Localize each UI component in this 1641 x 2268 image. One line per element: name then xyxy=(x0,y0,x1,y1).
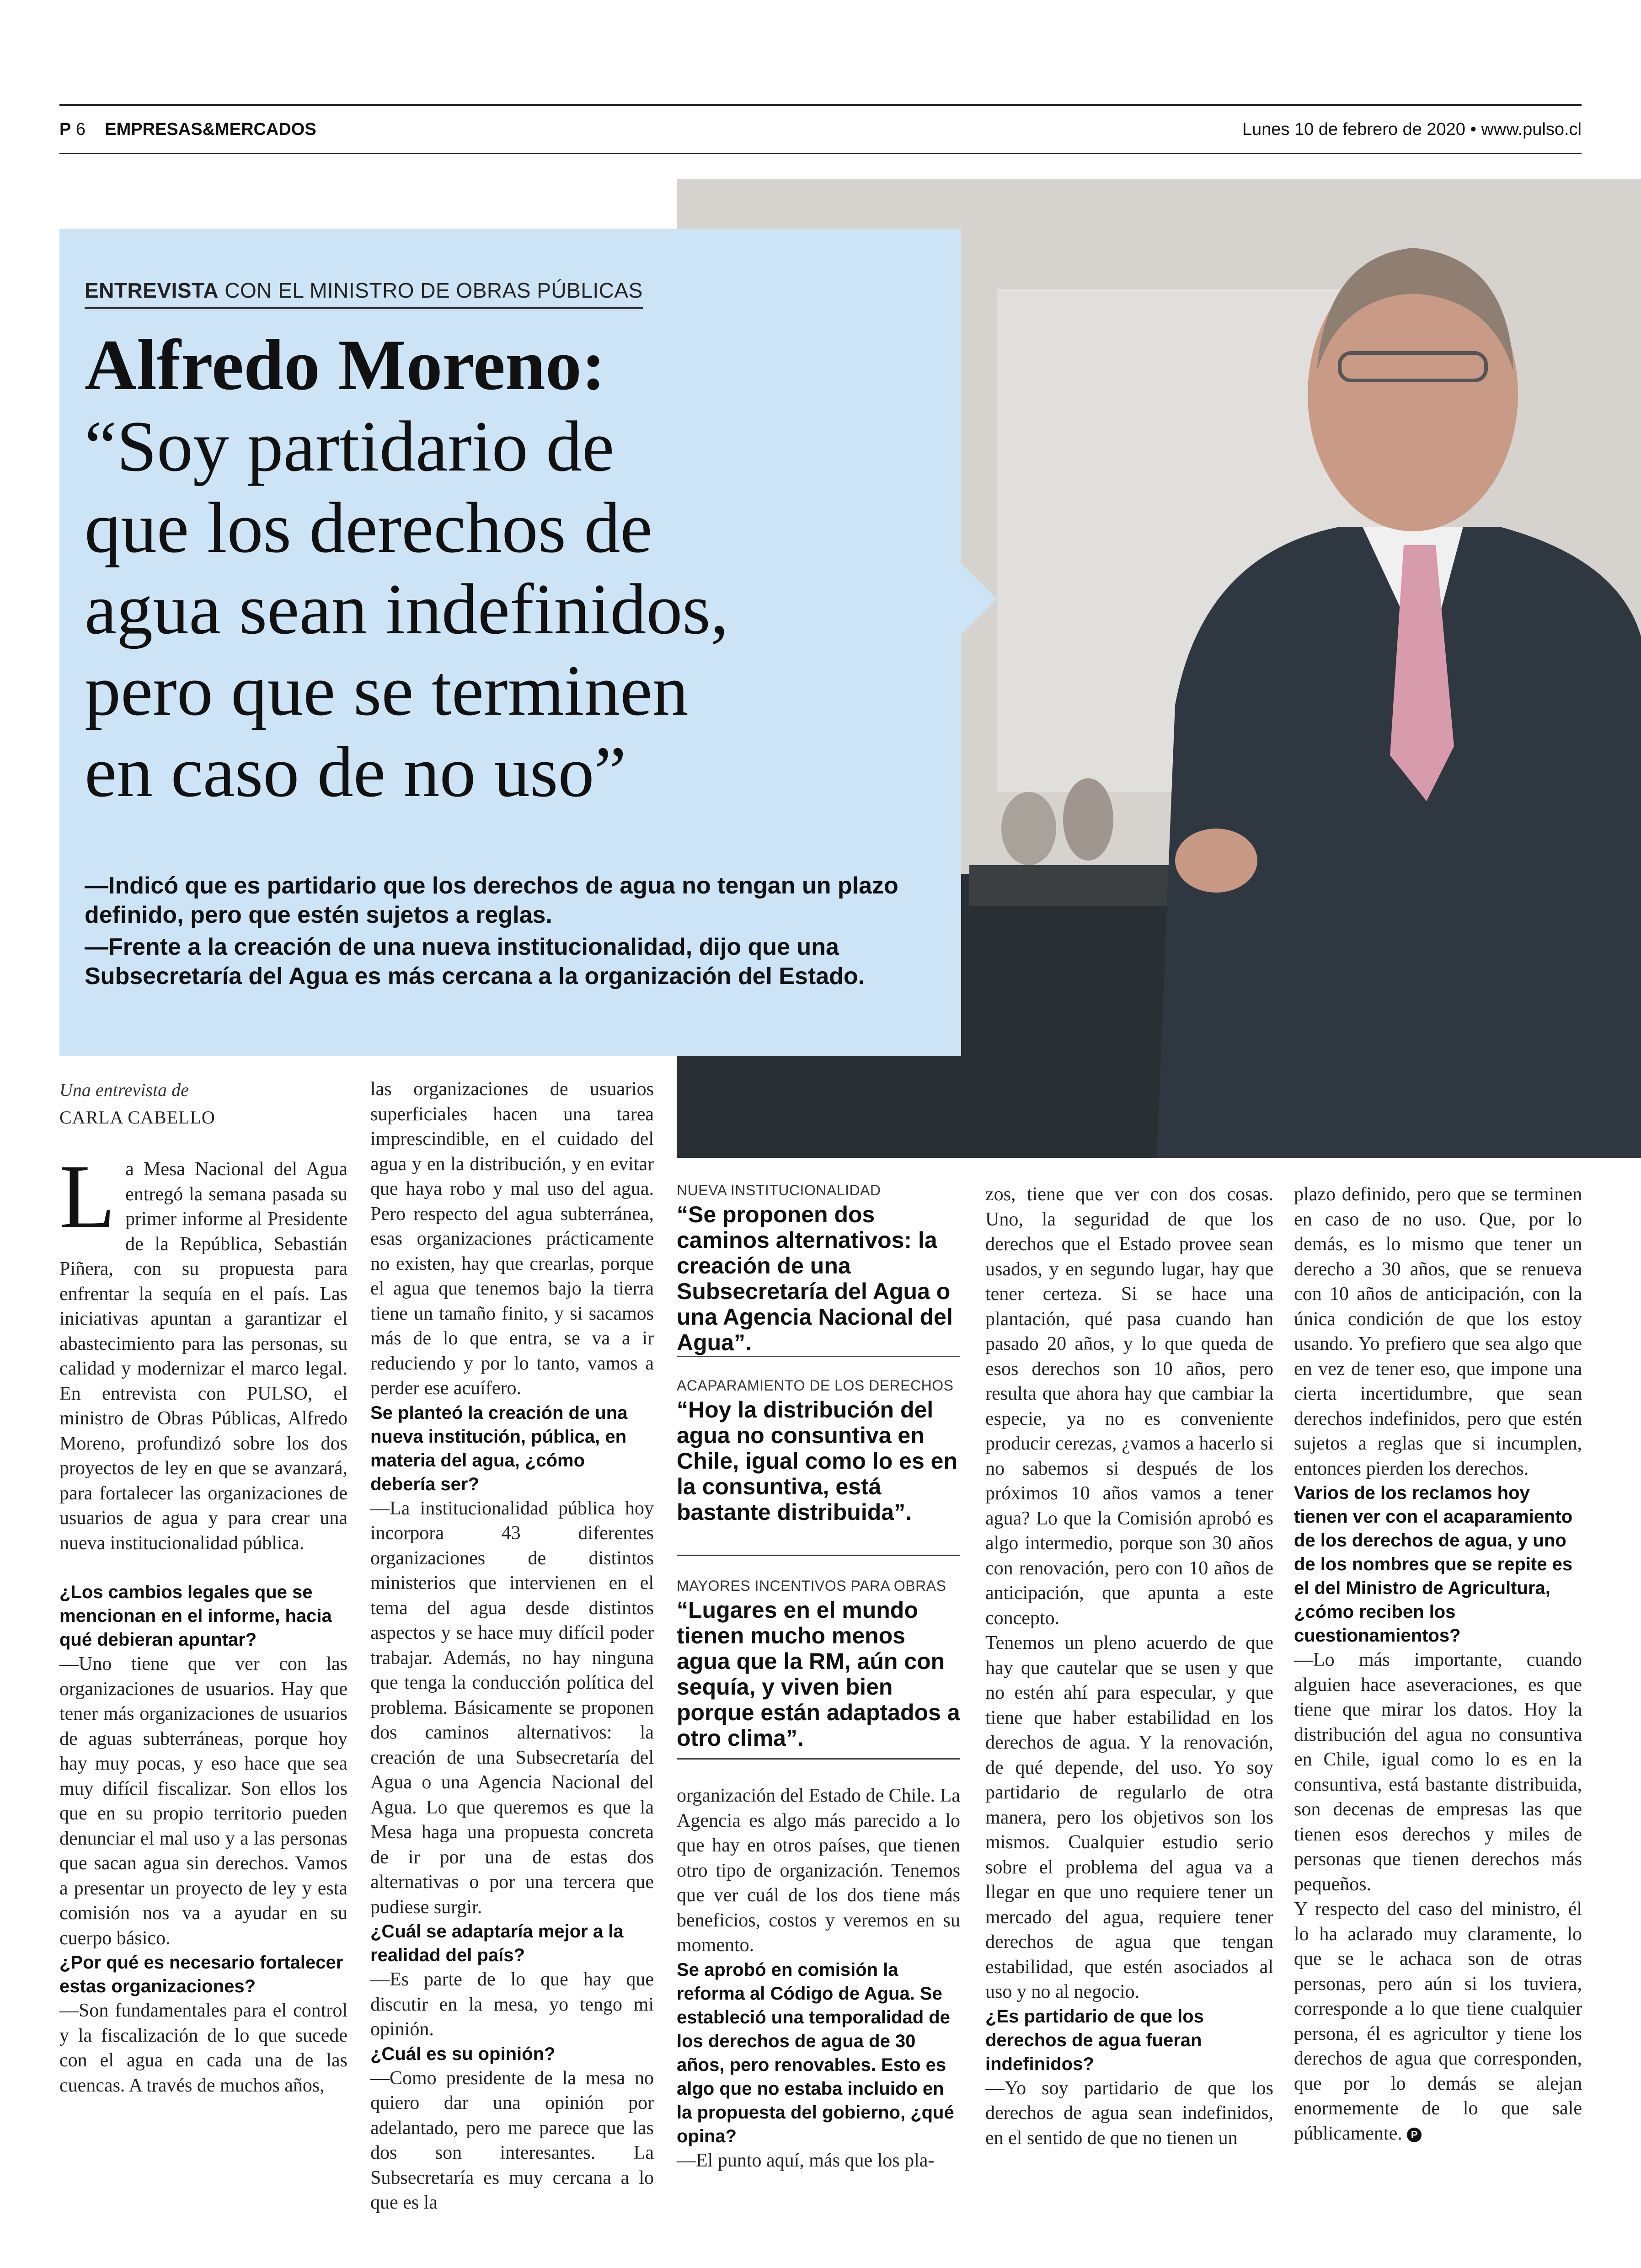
paragraph: las organizaciones de usuarios superficiales hacen una tarea imprescindible, en el cuidado del agua y en la distribución, y en evitar que haya robo y mal uso del agua. Pero respecto del agua subterránea, esas organizaciones prácticamente no existen, hay que crearlas, porque el agua que tenemos bajo la tierra tiene un tamaño finito, y si sacamos más de lo que entra, se va a ir reduciendo y por lo tanto, vamos a perder ese acuífero. xyxy=(370,1079,654,1399)
summary-item: —Frente a la creación de una nueva institucionalidad, dijo que una Subsecretaría del Agua es más cercana a la organización del Estado. xyxy=(85,934,865,990)
question: Se aprobó en comisión la reforma al Código de Agua. Se estableció una temporalidad de los derechos de agua de 30 años, pero renovables. Esto es algo que no estaba incluido en la propuesta del gobierno, ¿qué opina? xyxy=(677,1959,954,2146)
pull-quote xyxy=(677,1182,960,1355)
article-column-2 xyxy=(370,1077,654,2215)
paragraph: zos, tiene que ver con dos cosas. Uno, la seguridad de que los derechos que el Estado provee sean usados, y en segundo lugar, hay que tener certeza. Si se hace una plantación, qué pasa cuando han pasado 20 años, y lo que queda de esos derechos son 10 años, pero resulta que ahora hay que cambiar la especie, ya no es conveniente producir cerezas, ¿vamos a hacerlo si no sabemos si después de los próximos 10 años vamos a tener agua? Lo que la Comisión aprobó es algo intermedio, porque son 30 años con renovación, pero con 10 años de anticipación, que apunta a este concepto. xyxy=(985,1184,1273,1629)
byline-label: Una entrevista de xyxy=(59,1080,189,1100)
article-column-1 xyxy=(59,1146,347,2098)
answer: —La institucionalidad pública hoy incorpora 43 diferentes organizaciones de distintos ministerios que intervienen en el tema del agua desde distintos aspectos y se hace muy difícil poder trabajar. Además, no hay ninguna que tenga la conducción política del problema. Básicamente se proponen dos caminos alternativos: la creación de una Subsecretaría del Agua o una Agencia Nacional del Agua. Lo que queremos es que la Mesa haga una propuesta concreta de ir por una de estas dos alternativas o por una tercera que pudiese surgir. xyxy=(370,1498,654,1918)
pull-quote-text: “Se proponen dos caminos alternativos: la creación de una Subsecretaría del Agua o una Agencia Nacional del Agua”. xyxy=(677,1202,953,1355)
question: Varios de los reclamos hoy tienen ver con el acaparamiento de los derechos de agua, y uno de los nombres que se repite es el del Ministro de Agricultura, ¿cómo reciben los cuestionamientos? xyxy=(1294,1483,1573,1646)
question: ¿Los cambios legales que se mencionan en el informe, hacia qué debieran apuntar? xyxy=(59,1582,332,1650)
paragraph: Tenemos un pleno acuerdo de que hay que cautelar que se usen y que no estén ahí para especular, y que tiene que haber estabilidad en los derechos de agua. Y la renovación, de qué depende, del uso. Yo soy partidario de regularlo de otra manera, pero los objetivos son los mismos. Cualquier estudio serio sobre el problema del agua va a llegar en que uno requiere tener un mercado del agua, requiere tener derechos de agua que tengan estabilidad, que estén asociados al uso y no al negocio. xyxy=(985,1632,1273,2002)
page-number: 6 xyxy=(75,120,86,139)
paragraph: a Mesa Nacional del Agua entregó la semana pasada su primer informe al Presidente de la República, Sebastián Piñera, con su propuesta para enfrentar la sequía en el país. Las iniciativas apuntan a garantizar el abastecimiento para las personas, su calidad y modernizar el marco legal. En entrevista con PULSO, el ministro de Obras Públicas, Alfredo Moreno, profundizó sobre los dos proyectos de ley en que se avanzará, para fortalecer las organizaciones de usuarios de agua y para crear una nueva institucionalidad pública. xyxy=(59,1159,347,1554)
pull-quote-text: “Lugares en el mundo tienen mucho menos agua que la RM, aún con sequía, y viven bien porque están adaptados a otro clima”. xyxy=(677,1597,960,1751)
paragraph: plazo definido, pero que se terminen en caso de no uso. Que, por lo demás, es lo mismo que tener un derecho a 30 años, que se renueva con 10 años de anticipación, con la única condición de que los estoy usando. Yo prefiero que sea algo que en vez de tener eso, que impone una cierta incertidumbre, que sean derechos indefinidos, pero que estén sujetos a reglas que si incumplen, entonces pierden los derechos. xyxy=(1294,1184,1582,1479)
pull-quote xyxy=(677,1377,960,1525)
headline-name: Alfredo Moreno: xyxy=(85,325,606,405)
answer: —Lo más importante, cuando alguien hace aseveraciones, es que tiene que mirar los datos. Hoy la distribución del agua no consuntiva en Chile, igual como lo es en la consuntiva, está bastante distribuida, son decenas de empresas las que tienen esos derechos y miles de personas que tienen derechos más pequeños. xyxy=(1294,1649,1582,1895)
headline-quote: “Soy partidario de que los derechos de agua sean indefinidos, pero que se terminen en caso de no uso” xyxy=(85,407,729,812)
summary-item: —Indicó que es partidario que los derechos de agua no tengan un plazo definido, pero que estén sujetos a reglas. xyxy=(85,872,898,928)
headline xyxy=(85,325,944,813)
question: ¿Cuál se adaptaría mejor a la realidad del país? xyxy=(370,1921,624,1965)
pull-quote-rule xyxy=(677,1758,960,1760)
section-name: EMPRESAS&MERCADOS xyxy=(105,120,316,139)
headline-box-pointer xyxy=(960,562,997,636)
paragraph: Y respecto del caso del ministro, él lo ha aclarado muy claramente, lo que se le achaca son de otras personas, pero aún si los tuviera, corresponde a lo que tiene cualquier persona, él es agricultor y tiene los derechos de agua que corresponden, que por lo demás se alejan enormemente de lo que sale públicamente. xyxy=(1294,1899,1582,2144)
kicker-rest: CON EL MINISTRO DE OBRAS PÚBLICAS xyxy=(218,278,643,302)
paragraph: organización del Estado de Chile. La Agencia es algo más parecido a lo que hay en otros países, que tienen otro tipo de organización. Tenemos que ver cuál de los dos tiene más beneficios, costos y veremos en su momento. xyxy=(677,1785,960,1956)
answer: —Es parte de lo que hay que discutir en la mesa, yo tengo mi opinión. xyxy=(370,1969,654,2040)
byline-author: CARLA CABELLO xyxy=(59,1107,215,1128)
answer: —El punto aquí, más que los pla- xyxy=(677,2150,935,2171)
article-column-4 xyxy=(985,1182,1273,2150)
question: ¿Es partidario de que los derechos de agua fueran indefinidos? xyxy=(985,2006,1204,2074)
question: ¿Por qué es necesario fortalecer estas organizaciones? xyxy=(59,1952,343,1996)
pull-quote-rule xyxy=(677,1555,960,1556)
kicker xyxy=(85,278,643,309)
pull-quote xyxy=(677,1578,960,1751)
question: Se planteó la creación de una nueva institución, pública, en materia del agua, ¿cómo debería ser? xyxy=(370,1402,628,1494)
answer: —Son fundamentales para el control y la fiscalización de lo que sucede con el agua en cada una de las cuencas. A través de muchos años, xyxy=(59,2000,347,2096)
article-column-3 xyxy=(677,1783,960,2173)
answer: —Uno tiene que ver con las organizaciones de usuarios. Hay que tener más organizaciones de usuarios de aguas subterráneas, porque hoy hay muy pocas, y eso hace que sea muy difícil fiscalizar. Son ellos los que en su propio territorio pueden denunciar el mal uso y a las personas que sacan agua sin derechos. Vamos a presentar un proyecto de ley y esta comisión nos va a ayudar en su cuerpo básico. xyxy=(59,1653,347,1949)
page-prefix: P xyxy=(59,120,71,139)
end-mark: P xyxy=(1407,2128,1422,2142)
pull-quote-label: ACAPARAMIENTO DE LOS DERECHOS xyxy=(677,1377,954,1394)
answer: —Yo soy partidario de que los derechos de agua sean indefinidos, en el sentido de que no tienen un xyxy=(985,2077,1273,2149)
header-bottom-rule xyxy=(59,153,1582,154)
kicker-bold: ENTREVISTA xyxy=(85,278,219,302)
header-top-rule xyxy=(59,104,1582,106)
page-section xyxy=(59,120,316,139)
answer: —Como presidente de la mesa no quiero dar una opinión por adelantado, pero me parece que las dos son interesantes. La Subsecretaría es muy cercana a lo que es la xyxy=(370,2067,654,2213)
summary-bullets xyxy=(85,871,944,994)
pull-quote-rule xyxy=(677,1356,960,1357)
header-date-site: Lunes 10 de febrero de 2020 • www.pulso.cl xyxy=(1242,120,1582,139)
pull-quote-label: NUEVA INSTITUCIONALIDAD xyxy=(677,1182,881,1198)
question: ¿Cuál es su opinión? xyxy=(370,2043,556,2064)
pull-quote-text: “Hoy la distribución del agua no consuntiva en Chile, igual como lo es en la consuntiva, está bastante distribuida”. xyxy=(677,1397,958,1525)
pull-quote-label: MAYORES INCENTIVOS PARA OBRAS xyxy=(677,1578,946,1594)
drop-cap: L xyxy=(59,1146,116,1247)
article-column-5 xyxy=(1294,1182,1582,2146)
